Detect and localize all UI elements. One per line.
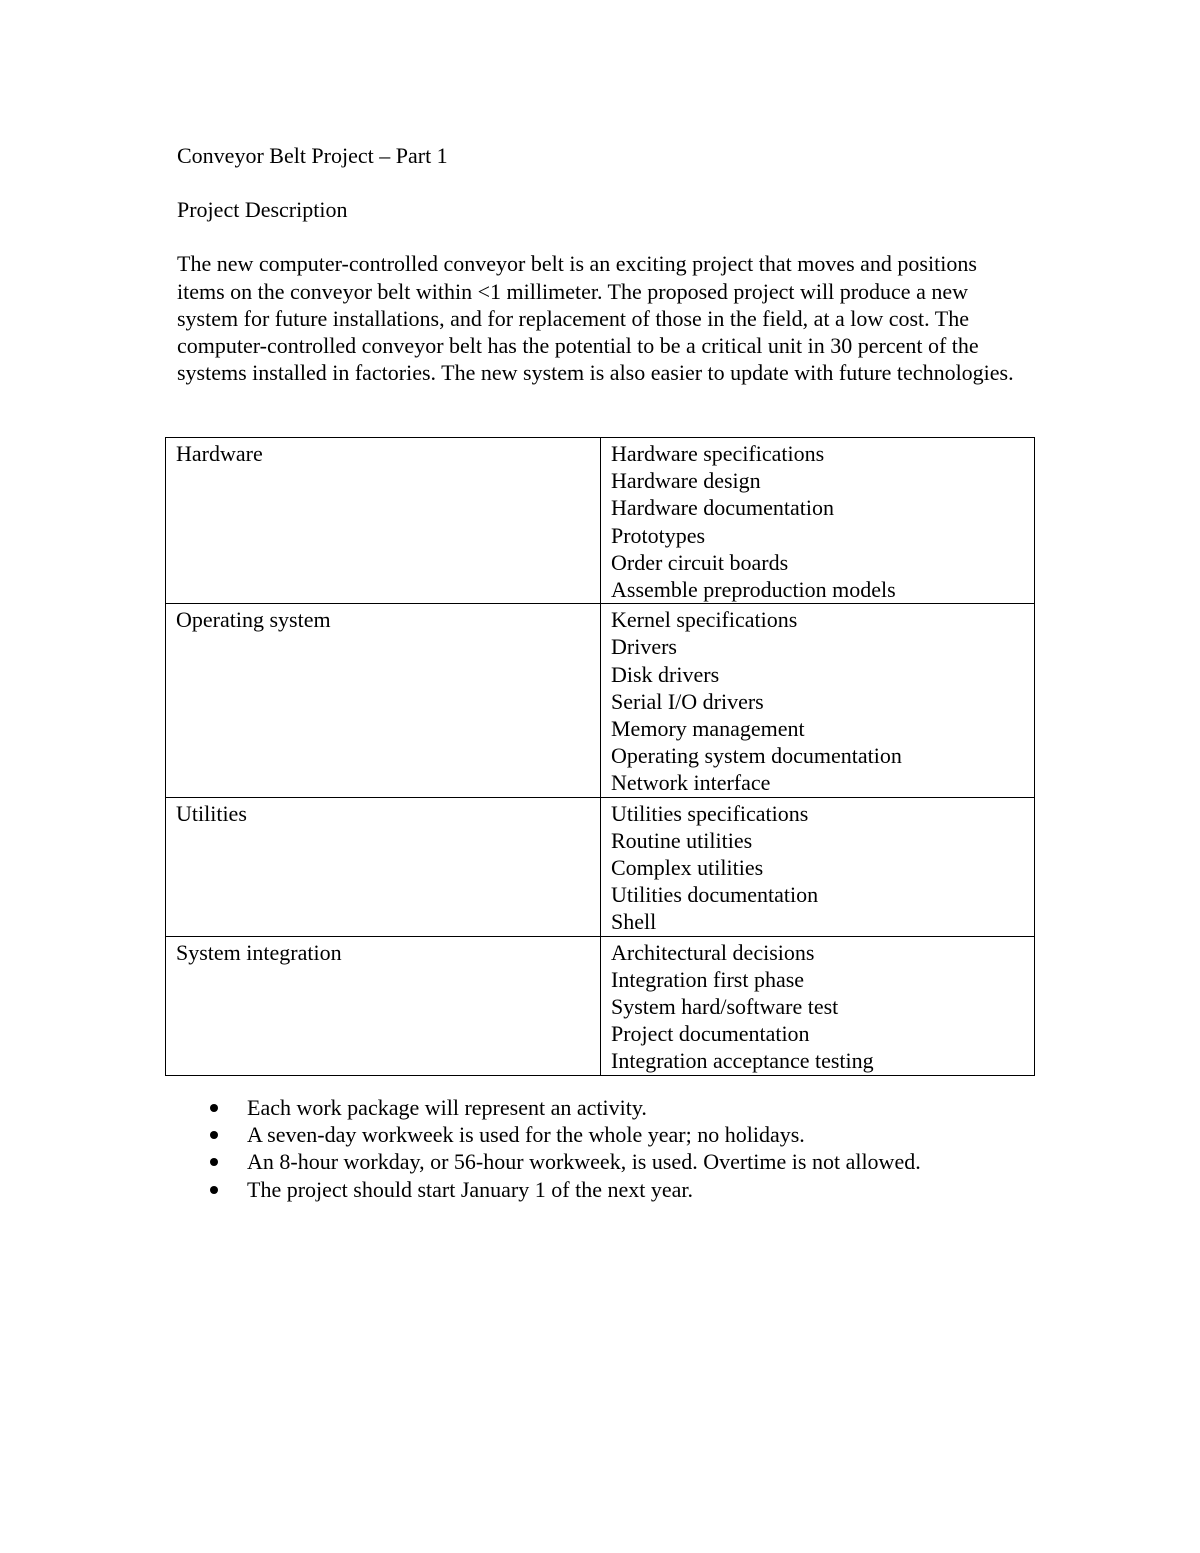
list-item [210,1094,921,1121]
bullet-icon [210,1186,218,1194]
task-item: Hardware specifications [611,441,825,466]
task-item: Disk drivers [611,661,720,687]
bullet-icon [210,1131,218,1139]
category-cell: System integration [166,936,601,1075]
task-list [611,939,1024,1075]
table-row [166,604,1035,797]
document-body [177,142,1037,386]
task-item: Operating system documentation [611,743,902,769]
table-row [166,797,1035,936]
task-item: Complex utilities [611,855,764,881]
task-item: Kernel specifications [611,607,798,633]
task-item: Prototypes [611,522,706,548]
task-item: Shell [611,909,657,935]
task-item: Utilities documentation [611,882,819,908]
note-text: A seven-day workweek is used for the whole year; no holidays. [247,1122,805,1148]
tasks-cell [601,604,1035,797]
task-item: Architectural decisions [611,939,815,965]
task-item: Order circuit boards [611,549,789,575]
task-item: Network interface [611,770,771,796]
task-list [611,606,1024,796]
assumptions-list [210,1094,921,1203]
note-text: The project should start January 1 of the next year. [247,1176,693,1202]
task-item: System hard/software test [611,994,839,1020]
task-item: Assemble preproduction models [611,577,896,603]
list-item [210,1121,921,1148]
project-description: The new computer-controlled conveyor belt is an exciting project that moves and positions items on the conveyor belt within <1 millimeter. The proposed project will produce a new system for future installations, and for replacement of those in the field, at a low cost. The computer-controlled conveyor belt has the potential to be a critical unit in 30 percent of the systems installed in factories. The new system is also easier to update with future technologies. [177,251,1014,386]
work-breakdown-table [165,437,1035,1076]
bullet-icon [210,1104,218,1112]
task-item: Hardware design [611,468,761,494]
tasks-cell [601,797,1035,936]
document-title: Conveyor Belt Project – Part 1 [177,143,448,168]
category-cell: Operating system [166,604,601,797]
list-item [210,1148,921,1175]
task-item: Utilities specifications [611,800,809,826]
task-item: Serial I/O drivers [611,688,764,714]
category-cell: Hardware [166,438,601,604]
task-item: Integration acceptance testing [611,1048,874,1074]
note-text: Each work package will represent an activity. [247,1095,647,1120]
task-item: Project documentation [611,1021,810,1047]
task-item: Hardware documentation [611,495,834,521]
list-item [210,1176,921,1203]
tasks-cell [601,936,1035,1075]
task-item: Memory management [611,716,805,742]
task-item: Routine utilities [611,827,753,853]
bullet-icon [210,1158,218,1166]
task-item: Drivers [611,634,677,660]
category-cell: Utilities [166,797,601,936]
tasks-cell [601,438,1035,604]
table-row [166,438,1035,604]
section-heading: Project Description [177,197,348,223]
task-list [611,440,1024,603]
table-row [166,936,1035,1075]
note-text: An 8-hour workday, or 56-hour workweek, is used. Overtime is not allowed. [247,1149,921,1175]
task-item: Integration first phase [611,966,805,992]
task-list [611,800,1024,936]
